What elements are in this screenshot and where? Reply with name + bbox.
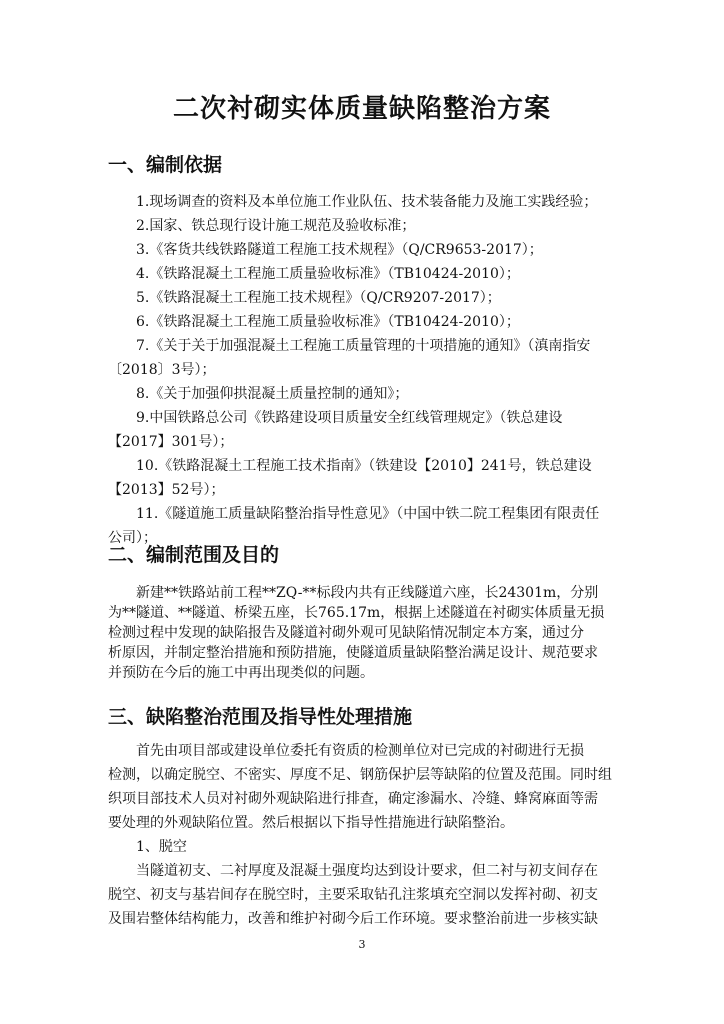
section-heading-scope: 二、编制范围及目的	[108, 544, 280, 566]
basis-item: 6.《铁路混凝土工程施工质量验收标准》（TB10424-2010）；	[136, 314, 520, 330]
scope-paragraph-line: 检测过程中发现的缺陷报告及隧道衬砌外观可见缺陷情况制定本方案，通过分	[108, 625, 584, 641]
basis-item-continued: 公司）；	[108, 530, 157, 546]
basis-item-continued: 【2013】52号）；	[108, 482, 225, 498]
basis-item: 10.《铁路混凝土工程施工技术指南》（铁建设【2010】241号，铁总建设	[136, 458, 592, 474]
scope-paragraph-line: 并预防在今后的施工中再出现类似的问题。	[108, 665, 374, 681]
basis-item: 3.《客货共线铁路隧道工程施工技术规程》（Q/CR9653-2017）；	[136, 242, 543, 258]
basis-item-continued: 【2017】301号）；	[108, 434, 234, 450]
section-heading-measures: 三、缺陷整治范围及指导性处理措施	[108, 706, 413, 728]
basis-item: 11.《隧道施工质量缺陷整治指导性意见》（中国中铁二院工程集团有限责任	[136, 506, 600, 522]
basis-item: 5.《铁路混凝土工程施工技术规程》（Q/CR9207-2017）；	[136, 290, 501, 306]
section-heading-basis: 一、编制依据	[108, 154, 223, 176]
page-number: 3	[358, 938, 366, 951]
basis-item: 8.《关于加强仰拱混凝土质量控制的通知》；	[136, 386, 409, 402]
scope-paragraph-line: 析原因，并制定整治措施和预防措施，使隧道质量缺陷整治满足设计、规范要求	[108, 645, 598, 661]
measures-paragraph-line: 及围岩整体结构能力，改善和维护衬砌今后工作环境。要求整治前进一步核实缺	[108, 911, 598, 927]
basis-item: 7.《关于关于加强混凝土工程施工质量管理的十项措施的通知》（滇南指安	[136, 338, 591, 354]
measures-paragraph-line: 织项目部技术人员对衬砌外观缺陷进行排查，确定渗漏水、冷缝、蜂窝麻面等需	[108, 791, 598, 807]
document-title: 二次衬砌实体质量缺陷整治方案	[172, 94, 551, 124]
measures-paragraph-line: 脱空、初支与基岩间存在脱空时，主要采取钻孔注浆填充空洞以发挥衬砌、初支	[108, 887, 598, 903]
scope-paragraph-line: 为**隧道、**隧道、桥梁五座，长765.17m，根据上述隧道在衬砌实体质量无损	[108, 605, 605, 621]
basis-item: 2.国家、铁总现行设计施工规范及验收标准；	[136, 218, 416, 234]
basis-item-continued: 〔2018〕3号）；	[108, 362, 216, 378]
measures-paragraph-line: 检测，以确定脱空、不密实、厚度不足、钢筋保护层等缺陷的位置及范围。同时组	[108, 767, 612, 783]
subsection-heading-void: 1、脱空	[136, 839, 187, 855]
scope-paragraph-line: 新建**铁路站前工程**ZQ-**标段内共有正线隧道六座，长24301m，分别	[136, 585, 599, 601]
basis-item: 1.现场调查的资料及本单位施工作业队伍、技术装备能力及施工实践经验；	[136, 194, 598, 210]
basis-item: 4.《铁路混凝土工程施工质量验收标准》（TB10424-2010）；	[136, 266, 520, 282]
basis-item: 9.中国铁路总公司《铁路建设项目质量安全红线管理规定》（铁总建设	[136, 410, 563, 426]
measures-paragraph-line: 当隧道初支、二衬厚度及混凝土强度均达到设计要求，但二衬与初支间存在	[136, 863, 598, 879]
measures-paragraph-line: 要处理的外观缺陷位置。然后根据以下指导性措施进行缺陷整治。	[108, 815, 514, 831]
measures-paragraph-line: 首先由项目部或建设单位委托有资质的检测单位对已完成的衬砌进行无损	[136, 743, 584, 759]
